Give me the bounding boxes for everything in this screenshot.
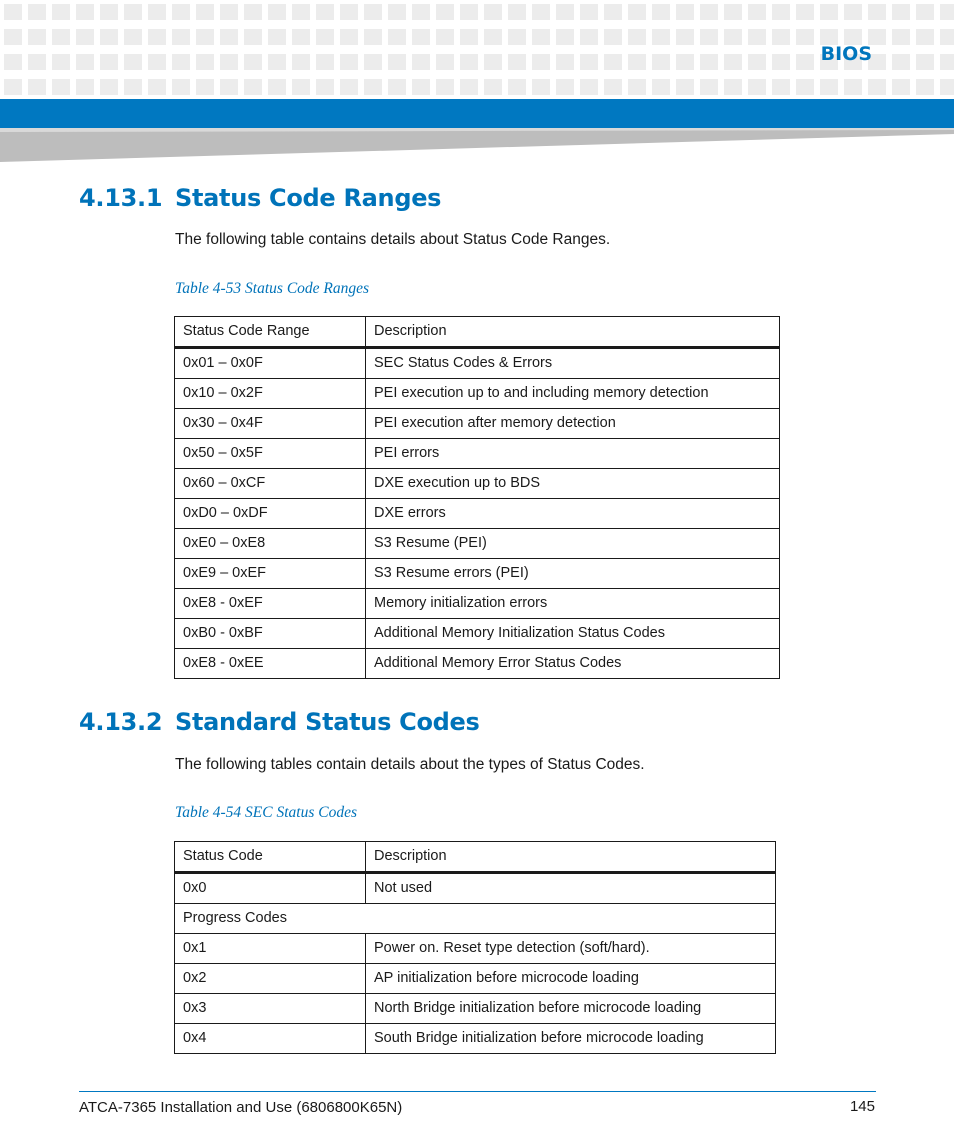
grid-square bbox=[196, 29, 214, 45]
grid-square bbox=[508, 29, 526, 45]
grid-square bbox=[940, 4, 954, 20]
grid-square bbox=[292, 4, 310, 20]
grid-square bbox=[532, 54, 550, 70]
table-header-row bbox=[175, 842, 776, 873]
table-cell-code-range: 0xD0 – 0xDF bbox=[175, 499, 366, 529]
grid-square bbox=[436, 4, 454, 20]
table-caption: Table 4-54 SEC Status Codes bbox=[175, 804, 357, 821]
table-row bbox=[175, 559, 780, 589]
grid-square bbox=[364, 4, 382, 20]
grid-square bbox=[484, 79, 502, 95]
table-row bbox=[175, 619, 780, 649]
grid-square bbox=[364, 54, 382, 70]
grid-square bbox=[796, 4, 814, 20]
table-row bbox=[175, 409, 780, 439]
grid-square bbox=[4, 4, 22, 20]
grid-square bbox=[748, 29, 766, 45]
grid-square bbox=[772, 4, 790, 20]
grid-square bbox=[508, 54, 526, 70]
grid-square bbox=[892, 4, 910, 20]
table-row bbox=[175, 469, 780, 499]
grid-square bbox=[244, 79, 262, 95]
header-blue-band bbox=[0, 99, 954, 128]
grid-square bbox=[940, 29, 954, 45]
grid-square bbox=[652, 29, 670, 45]
grid-square bbox=[628, 79, 646, 95]
table-cell-description: DXE execution up to BDS bbox=[366, 469, 780, 499]
grid-square bbox=[724, 29, 742, 45]
table-cell-description: DXE errors bbox=[366, 499, 780, 529]
table-row bbox=[175, 348, 780, 379]
grid-square bbox=[28, 54, 46, 70]
grid-square bbox=[364, 79, 382, 95]
grid-square bbox=[4, 29, 22, 45]
grid-square bbox=[172, 29, 190, 45]
grid-square bbox=[148, 29, 166, 45]
grid-square bbox=[412, 79, 430, 95]
table-header-row bbox=[175, 317, 780, 348]
section-heading-standard-status-codes bbox=[79, 708, 479, 736]
grid-square bbox=[244, 29, 262, 45]
grid-square bbox=[940, 79, 954, 95]
grid-square bbox=[556, 54, 574, 70]
grid-square bbox=[892, 29, 910, 45]
grid-square bbox=[724, 54, 742, 70]
table-cell-description: Additional Memory Initialization Status Codes bbox=[366, 619, 780, 649]
grid-square bbox=[172, 54, 190, 70]
grid-square bbox=[508, 4, 526, 20]
table-cell-description: SEC Status Codes & Errors bbox=[366, 348, 780, 379]
table-cell-description: Power on. Reset type detection (soft/hard). bbox=[366, 934, 776, 964]
grid-square bbox=[484, 29, 502, 45]
grid-square bbox=[76, 4, 94, 20]
table-row bbox=[175, 529, 780, 559]
grid-square bbox=[532, 79, 550, 95]
grid-square bbox=[52, 29, 70, 45]
grid-square bbox=[628, 4, 646, 20]
grid-square bbox=[724, 4, 742, 20]
table-cell-code: 0x2 bbox=[175, 964, 366, 994]
grid-square bbox=[436, 79, 454, 95]
table-row bbox=[175, 589, 780, 619]
table-row bbox=[175, 649, 780, 679]
grid-square bbox=[700, 54, 718, 70]
grid-square bbox=[772, 54, 790, 70]
grid-square bbox=[580, 29, 598, 45]
table-cell-description: S3 Resume errors (PEI) bbox=[366, 559, 780, 589]
grid-square bbox=[580, 4, 598, 20]
grid-square bbox=[676, 54, 694, 70]
column-header: Status Code bbox=[175, 842, 366, 873]
grid-square bbox=[916, 4, 934, 20]
grid-square bbox=[124, 79, 142, 95]
grid-square bbox=[220, 4, 238, 20]
grid-square bbox=[748, 4, 766, 20]
grid-square bbox=[52, 4, 70, 20]
grid-square bbox=[316, 4, 334, 20]
table-row bbox=[175, 994, 776, 1024]
footer-document-title: ATCA-7365 Installation and Use (6806800K65N) bbox=[79, 1099, 403, 1116]
table-cell-description: Memory initialization errors bbox=[366, 589, 780, 619]
grid-square bbox=[916, 29, 934, 45]
table-cell-code: 0x1 bbox=[175, 934, 366, 964]
grid-square bbox=[172, 4, 190, 20]
grid-square bbox=[484, 4, 502, 20]
grid-square bbox=[388, 4, 406, 20]
grid-square bbox=[316, 29, 334, 45]
section-heading-status-code-ranges bbox=[79, 184, 441, 212]
grid-square bbox=[268, 4, 286, 20]
header-decorative-grid bbox=[0, 0, 954, 98]
grid-square bbox=[484, 54, 502, 70]
grid-square bbox=[268, 79, 286, 95]
grid-square bbox=[580, 54, 598, 70]
grid-square bbox=[436, 29, 454, 45]
grid-square bbox=[820, 79, 838, 95]
grid-square bbox=[532, 4, 550, 20]
grid-square bbox=[76, 29, 94, 45]
table-cell-code: 0x3 bbox=[175, 994, 366, 1024]
table-cell-description: PEI errors bbox=[366, 439, 780, 469]
grid-square bbox=[388, 79, 406, 95]
grid-square bbox=[220, 54, 238, 70]
grid-square bbox=[52, 54, 70, 70]
grid-square bbox=[292, 79, 310, 95]
grid-square bbox=[100, 79, 118, 95]
table-cell-description: S3 Resume (PEI) bbox=[366, 529, 780, 559]
grid-square bbox=[556, 4, 574, 20]
table-cell-code: 0x0 bbox=[175, 873, 366, 904]
grid-square bbox=[268, 29, 286, 45]
table-group-label: Progress Codes bbox=[175, 904, 776, 934]
grid-square bbox=[340, 79, 358, 95]
status-code-ranges-table bbox=[174, 316, 780, 679]
grid-square bbox=[292, 54, 310, 70]
table-cell-code-range: 0xE0 – 0xE8 bbox=[175, 529, 366, 559]
grid-square bbox=[100, 4, 118, 20]
grid-square bbox=[460, 54, 478, 70]
grid-square bbox=[4, 79, 22, 95]
grid-square bbox=[556, 29, 574, 45]
grid-square bbox=[652, 4, 670, 20]
grid-square bbox=[772, 79, 790, 95]
footer-page-number: 145 bbox=[849, 1098, 875, 1115]
table-cell-description: AP initialization before microcode loading bbox=[366, 964, 776, 994]
grid-square bbox=[28, 29, 46, 45]
grid-square bbox=[100, 54, 118, 70]
grid-square bbox=[148, 79, 166, 95]
grid-square bbox=[412, 29, 430, 45]
grid-square bbox=[124, 54, 142, 70]
grid-square bbox=[76, 79, 94, 95]
grid-square bbox=[604, 29, 622, 45]
grid-square bbox=[340, 54, 358, 70]
section-number: 4.13.2 bbox=[79, 708, 163, 736]
grid-square bbox=[124, 29, 142, 45]
grid-square bbox=[460, 29, 478, 45]
grid-square bbox=[532, 29, 550, 45]
table-row bbox=[175, 964, 776, 994]
grid-square bbox=[268, 54, 286, 70]
table-row bbox=[175, 379, 780, 409]
grid-square bbox=[724, 79, 742, 95]
table-cell-code-range: 0x10 – 0x2F bbox=[175, 379, 366, 409]
sec-status-codes-table bbox=[174, 841, 776, 1054]
grid-square bbox=[796, 29, 814, 45]
grid-square bbox=[628, 29, 646, 45]
grid-square bbox=[652, 79, 670, 95]
table-cell-code-range: 0xB0 - 0xBF bbox=[175, 619, 366, 649]
table-group-row bbox=[175, 904, 776, 934]
section-intro-text: The following tables contain details about the types of Status Codes. bbox=[175, 756, 645, 773]
grid-square bbox=[844, 4, 862, 20]
grid-square bbox=[340, 4, 358, 20]
section-intro-text: The following table contains details about Status Code Ranges. bbox=[175, 231, 611, 248]
grid-square bbox=[604, 4, 622, 20]
grid-square bbox=[796, 54, 814, 70]
table-cell-code-range: 0x50 – 0x5F bbox=[175, 439, 366, 469]
grid-square bbox=[196, 54, 214, 70]
grid-square bbox=[460, 4, 478, 20]
grid-square bbox=[172, 79, 190, 95]
grid-square bbox=[604, 54, 622, 70]
grid-square bbox=[820, 4, 838, 20]
grid-square bbox=[700, 4, 718, 20]
grid-square bbox=[316, 54, 334, 70]
grid-square bbox=[604, 79, 622, 95]
table-row bbox=[175, 873, 776, 904]
grid-square bbox=[748, 79, 766, 95]
table-row bbox=[175, 1024, 776, 1054]
grid-square bbox=[892, 54, 910, 70]
column-header: Description bbox=[366, 842, 776, 873]
table-cell-description: South Bridge initialization before microcode loading bbox=[366, 1024, 776, 1054]
grid-square bbox=[460, 79, 478, 95]
grid-square bbox=[892, 79, 910, 95]
grid-square bbox=[916, 54, 934, 70]
grid-square bbox=[28, 79, 46, 95]
grid-square bbox=[196, 4, 214, 20]
grid-square bbox=[772, 29, 790, 45]
grid-square bbox=[388, 29, 406, 45]
grid-square bbox=[700, 29, 718, 45]
grid-square bbox=[676, 4, 694, 20]
column-header: Status Code Range bbox=[175, 317, 366, 348]
grid-square bbox=[652, 54, 670, 70]
grid-square bbox=[148, 4, 166, 20]
chapter-label: BIOS bbox=[820, 43, 872, 65]
grid-square bbox=[844, 79, 862, 95]
table-cell-description: PEI execution after memory detection bbox=[366, 409, 780, 439]
grid-square bbox=[220, 79, 238, 95]
grid-square bbox=[292, 29, 310, 45]
column-header: Description bbox=[366, 317, 780, 348]
grid-square bbox=[412, 4, 430, 20]
table-cell-code-range: 0xE9 – 0xEF bbox=[175, 559, 366, 589]
grid-square bbox=[364, 29, 382, 45]
grid-square bbox=[124, 4, 142, 20]
table-cell-code-range: 0x30 – 0x4F bbox=[175, 409, 366, 439]
grid-square bbox=[28, 4, 46, 20]
section-number: 4.13.1 bbox=[79, 184, 163, 212]
grid-square bbox=[940, 54, 954, 70]
table-caption: Table 4-53 Status Code Ranges bbox=[175, 280, 370, 297]
grid-square bbox=[436, 54, 454, 70]
table-cell-description: Additional Memory Error Status Codes bbox=[366, 649, 780, 679]
grid-square bbox=[388, 54, 406, 70]
table-cell-description: PEI execution up to and including memory detection bbox=[366, 379, 780, 409]
grid-square bbox=[76, 54, 94, 70]
grid-square bbox=[244, 54, 262, 70]
grid-square bbox=[508, 79, 526, 95]
table-cell-code-range: 0x01 – 0x0F bbox=[175, 348, 366, 379]
grid-square bbox=[148, 54, 166, 70]
grid-square bbox=[340, 29, 358, 45]
footer-rule bbox=[79, 1091, 876, 1092]
grid-square bbox=[796, 79, 814, 95]
grid-square bbox=[628, 54, 646, 70]
grid-square bbox=[748, 54, 766, 70]
table-cell-description: North Bridge initialization before microcode loading bbox=[366, 994, 776, 1024]
grid-square bbox=[52, 79, 70, 95]
grid-square bbox=[868, 4, 886, 20]
table-row bbox=[175, 499, 780, 529]
grid-square bbox=[412, 54, 430, 70]
table-cell-code-range: 0x60 – 0xCF bbox=[175, 469, 366, 499]
grid-square bbox=[700, 79, 718, 95]
grid-square bbox=[676, 29, 694, 45]
table-row bbox=[175, 934, 776, 964]
table-cell-description: Not used bbox=[366, 873, 776, 904]
table-cell-code-range: 0xE8 - 0xEF bbox=[175, 589, 366, 619]
section-title: Status Code Ranges bbox=[175, 184, 442, 212]
grid-square bbox=[220, 29, 238, 45]
grid-square bbox=[916, 79, 934, 95]
grid-square bbox=[100, 29, 118, 45]
grid-square bbox=[244, 4, 262, 20]
grid-square bbox=[676, 79, 694, 95]
grid-square bbox=[868, 79, 886, 95]
grid-square bbox=[196, 79, 214, 95]
table-row bbox=[175, 439, 780, 469]
grid-square bbox=[580, 79, 598, 95]
grid-square bbox=[316, 79, 334, 95]
grid-square bbox=[4, 54, 22, 70]
grid-square bbox=[556, 79, 574, 95]
section-title: Standard Status Codes bbox=[175, 708, 480, 736]
table-cell-code: 0x4 bbox=[175, 1024, 366, 1054]
header-grey-wedge bbox=[0, 128, 954, 164]
table-cell-code-range: 0xE8 - 0xEE bbox=[175, 649, 366, 679]
